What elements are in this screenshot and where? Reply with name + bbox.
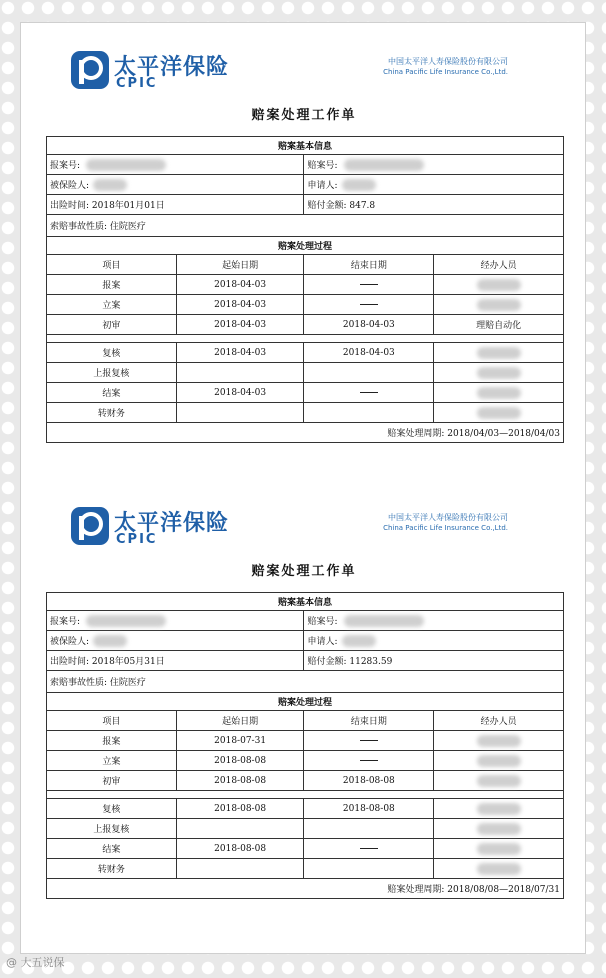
document-title: 赔案处理工作单 [251, 564, 357, 579]
start-date-cell: 2018-08-08 [176, 771, 304, 791]
process-row [47, 343, 564, 363]
item-cell: 初审 [47, 771, 177, 791]
company-name-en: China Pacific Life Insurance Co.,Ltd. [383, 68, 508, 76]
redacted-mark [344, 615, 424, 627]
start-date-cell: 2018-08-08 [176, 751, 304, 771]
col-header-end: 结束日期 [304, 255, 434, 275]
redacted-mark [477, 775, 521, 787]
end-date-cell [304, 295, 434, 315]
staff-cell: 理赔自动化 [434, 315, 564, 335]
staff-cell [434, 799, 564, 819]
brand-name-cn: 太平洋保险 [114, 55, 230, 80]
staff-cell [434, 819, 564, 839]
process-row [47, 859, 564, 879]
insured-field: 被保险人: [47, 631, 304, 651]
staff-cell [434, 383, 564, 403]
staff-cell [434, 363, 564, 383]
dash-mark [360, 760, 378, 761]
report-number-field: 报案号: [47, 155, 304, 175]
item-cell: 初审 [47, 315, 177, 335]
staff-cell [434, 771, 564, 791]
brand-name-en: CPIC [116, 76, 158, 91]
document-header [44, 496, 564, 558]
staff-cell [434, 859, 564, 879]
redacted-mark [477, 299, 521, 311]
start-date-cell: 2018-04-03 [176, 275, 304, 295]
redacted-mark [477, 279, 521, 291]
process-heading: 赔案处理过程 [47, 237, 564, 255]
start-date-cell [176, 363, 304, 383]
dash-mark [360, 740, 378, 741]
end-date-cell [304, 403, 434, 423]
incident-time-field: 出险时间: 2018年05月31日 [47, 651, 304, 671]
applicant-field: 申请人: [304, 631, 564, 651]
end-date-cell [304, 819, 434, 839]
item-cell: 转财务 [47, 859, 177, 879]
processing-period: 赔案处理周期: 2018/04/03—2018/04/03 [47, 423, 564, 443]
redacted-mark [86, 159, 166, 171]
process-row [47, 771, 564, 791]
item-cell: 结案 [47, 839, 177, 859]
staff-cell [434, 403, 564, 423]
col-header-start: 起始日期 [176, 711, 304, 731]
applicant-field: 申请人: [304, 175, 564, 195]
document-header [44, 40, 564, 102]
process-row [47, 403, 564, 423]
end-date-cell: 2018-08-08 [304, 771, 434, 791]
start-date-cell [176, 859, 304, 879]
process-row [47, 295, 564, 315]
redacted-mark [477, 843, 521, 855]
watermark-text: @ 大五说保 [6, 956, 65, 969]
redacted-mark [477, 407, 521, 419]
payout-amount-field: 赔付金额: 847.8 [304, 195, 564, 215]
claim-number-field: 赔案号: [304, 611, 564, 631]
brand-name-cn: 太平洋保险 [114, 511, 230, 536]
col-header-start: 起始日期 [176, 255, 304, 275]
redacted-mark [342, 179, 376, 191]
company-name-en: China Pacific Life Insurance Co.,Ltd. [383, 524, 508, 532]
brand-name-en: CPIC [116, 532, 158, 547]
item-cell: 复核 [47, 799, 177, 819]
document-title: 赔案处理工作单 [251, 108, 357, 123]
end-date-cell [304, 363, 434, 383]
redacted-mark [477, 367, 521, 379]
redacted-mark [477, 735, 521, 747]
process-row [47, 839, 564, 859]
claim-nature-field: 索赔事故性质: 住院医疗 [47, 671, 564, 693]
cpic-logo-icon [70, 50, 110, 90]
dash-mark [360, 848, 378, 849]
claim-number-field: 赔案号: [304, 155, 564, 175]
process-heading: 赔案处理过程 [47, 693, 564, 711]
staff-cell [434, 343, 564, 363]
col-header-staff: 经办人员 [434, 255, 564, 275]
start-date-cell: 2018-08-08 [176, 839, 304, 859]
col-header-end: 结束日期 [304, 711, 434, 731]
item-cell: 上报复核 [47, 819, 177, 839]
processing-period: 赔案处理周期: 2018/08/08—2018/07/31 [47, 879, 564, 899]
start-date-cell: 2018-04-03 [176, 343, 304, 363]
item-cell: 结案 [47, 383, 177, 403]
end-date-cell [304, 275, 434, 295]
claim-worksheet-1 [44, 40, 564, 472]
claim-table [46, 136, 564, 443]
redacted-mark [477, 347, 521, 359]
process-header-row [47, 255, 564, 275]
item-cell: 复核 [47, 343, 177, 363]
staff-cell [434, 275, 564, 295]
end-date-cell: 2018-08-08 [304, 799, 434, 819]
redacted-mark [93, 179, 127, 191]
claim-table [46, 592, 564, 899]
staff-cell [434, 839, 564, 859]
process-row [47, 383, 564, 403]
company-name-cn: 中国太平洋人寿保险股份有限公司 [388, 513, 508, 522]
end-date-cell: 2018-04-03 [304, 315, 434, 335]
item-cell: 立案 [47, 295, 177, 315]
process-row [47, 731, 564, 751]
redacted-mark [477, 387, 521, 399]
end-date-cell [304, 383, 434, 403]
start-date-cell [176, 403, 304, 423]
start-date-cell: 2018-04-03 [176, 295, 304, 315]
company-name-cn: 中国太平洋人寿保险股份有限公司 [388, 57, 508, 66]
redacted-mark [86, 615, 166, 627]
redacted-mark [477, 863, 521, 875]
process-row [47, 275, 564, 295]
item-cell: 报案 [47, 275, 177, 295]
report-number-field: 报案号: [47, 611, 304, 631]
item-cell: 转财务 [47, 403, 177, 423]
process-row [47, 315, 564, 335]
cpic-logo-icon [70, 506, 110, 546]
end-date-cell [304, 839, 434, 859]
end-date-cell [304, 859, 434, 879]
claim-nature-field: 索赔事故性质: 住院医疗 [47, 215, 564, 237]
staff-cell [434, 731, 564, 751]
basic-info-heading: 赔案基本信息 [47, 137, 564, 155]
staff-cell [434, 751, 564, 771]
process-row [47, 363, 564, 383]
start-date-cell: 2018-04-03 [176, 383, 304, 403]
col-header-staff: 经办人员 [434, 711, 564, 731]
col-header-item: 项目 [47, 255, 177, 275]
end-date-cell: 2018-04-03 [304, 343, 434, 363]
claim-worksheet-2 [44, 496, 564, 928]
end-date-cell [304, 751, 434, 771]
insured-field: 被保险人: [47, 175, 304, 195]
start-date-cell: 2018-07-31 [176, 731, 304, 751]
redacted-mark [93, 635, 127, 647]
redacted-mark [477, 823, 521, 835]
item-cell: 报案 [47, 731, 177, 751]
incident-time-field: 出险时间: 2018年01月01日 [47, 195, 304, 215]
col-header-item: 项目 [47, 711, 177, 731]
redacted-mark [477, 803, 521, 815]
process-row [47, 751, 564, 771]
end-date-cell [304, 731, 434, 751]
start-date-cell: 2018-04-03 [176, 315, 304, 335]
start-date-cell [176, 819, 304, 839]
item-cell: 上报复核 [47, 363, 177, 383]
redacted-mark [344, 159, 424, 171]
process-header-row [47, 711, 564, 731]
start-date-cell: 2018-08-08 [176, 799, 304, 819]
payout-amount-field: 赔付金额: 11283.59 [304, 651, 564, 671]
process-row [47, 799, 564, 819]
dash-mark [360, 284, 378, 285]
dash-mark [360, 304, 378, 305]
basic-info-heading: 赔案基本信息 [47, 593, 564, 611]
redacted-mark [342, 635, 376, 647]
dash-mark [360, 392, 378, 393]
staff-cell [434, 295, 564, 315]
item-cell: 立案 [47, 751, 177, 771]
redacted-mark [477, 755, 521, 767]
process-row [47, 819, 564, 839]
